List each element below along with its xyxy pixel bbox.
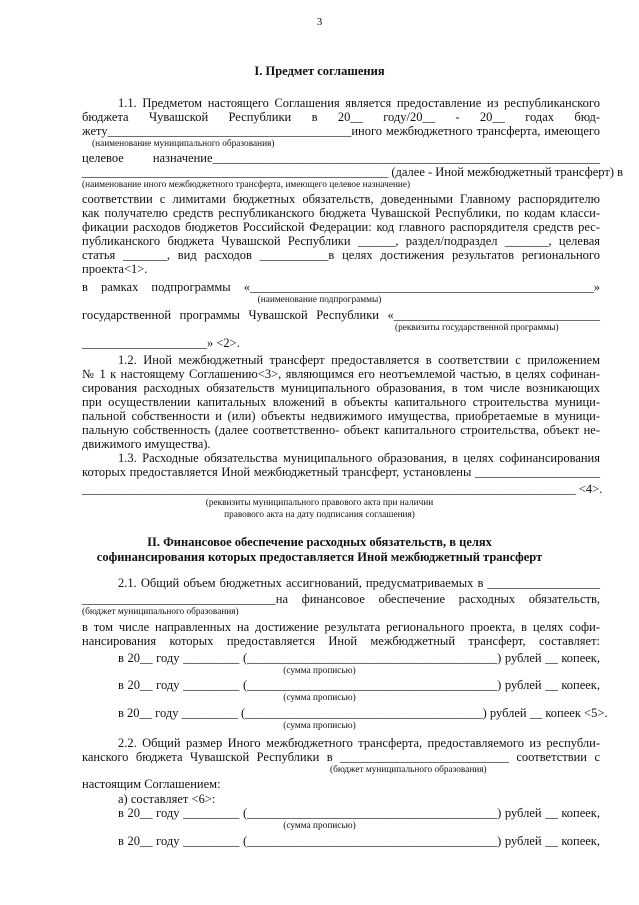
section2-line: нансирования которых предоставляется Иной межбюджетный трансферт, составляет: (82, 634, 600, 648)
section1-line: _________________________________________________ (далее - Иной межбюджетный трансферт) в (82, 165, 624, 179)
section1-line: ____________________» <2>. (82, 336, 240, 350)
section1-heading: I. Предмет соглашения (254, 64, 385, 78)
field-caption: (бюджет муниципального образования) (82, 607, 239, 617)
section1-line: в рамках подпрограммы «_______________________________________________________» (82, 280, 600, 294)
section1-line: статья _______, вид расходов ___________в целях достижения результатов регионального (82, 248, 600, 262)
field-caption: (сумма прописью) (283, 666, 356, 676)
section1-line: сирования расходных обязательств муниципального образования, в том числе возникающих (82, 381, 600, 395)
section1-line: пальной собственности и (или) объекты недвижимого имущества, приобретаемые в муници- (82, 409, 600, 423)
section1-line: _______________________________________________________________________________ <4>. (82, 482, 603, 496)
field-caption: (реквизиты муниципального правового акта при наличии (205, 498, 434, 508)
section1-line: бюджета Чувашской Республики в 20__ году/20__ - 20__ годах бюд- (82, 110, 600, 124)
section1-line: фикации расходов бюджетов Российской Федерации: код главного распорядителя средств рес- (82, 220, 600, 234)
section2-line: а) составляет <6>: (118, 792, 216, 806)
amount-line: в 20__ году _________ (______________________________________) рублей __ копеек <5>. (118, 706, 608, 720)
amount-line: в 20__ году _________ (________________________________________) рублей __ копеек, (118, 806, 600, 820)
section1-line: государственной программы Чувашской Республики «_________________________________ (82, 308, 600, 322)
section2-heading: II. Финансовое обеспечение расходных обязательств, в целях (147, 535, 492, 549)
field-caption: (сумма прописью) (283, 821, 356, 831)
section2-line: 2.2. Общий размер Иного межбюджетного трансферта, предоставляемого из республи- (118, 736, 600, 750)
section1-line: соответствии с лимитами бюджетных обязательств, доведенными Главному распорядителю (82, 192, 600, 206)
section1-line: 1.2. Иной межбюджетный трансферт предоставляется в соответствии с приложением (118, 353, 600, 367)
section2-line: настоящим Соглашением: (82, 777, 221, 791)
field-caption: правового акта на дату подписания соглашения) (224, 510, 415, 520)
field-caption: (реквизиты государственной программы) (395, 323, 559, 333)
section1-line: публиканского бюджета Чувашской Республики ______, раздел/подраздел _______, целевая (82, 234, 600, 248)
page-number: 3 (316, 16, 323, 28)
section2-line: _______________________________на финансовое обеспечение расходных обязательств, (82, 592, 600, 606)
amount-line: в 20__ году _________ (________________________________________) рублей __ копеек, (118, 678, 600, 692)
section1-line: которых предоставляется Иной межбюджетный трансферт, установлены ____________________ (82, 465, 600, 479)
section2-line: канского бюджета Чувашской Республики в ___________________________ соответствии с (82, 750, 600, 764)
section1-line: проекта<1>. (82, 262, 148, 276)
field-caption: (сумма прописью) (283, 693, 356, 703)
section1-line: при осуществлении капитальных вложений в объекты капитального строительства муници- (82, 395, 600, 409)
section1-line: жету_______________________________________иного межбюджетного трансферта, имеющего (82, 124, 600, 138)
section2-line: 2.1. Общий объем бюджетных ассигнований, предусматриваемых в __________________ (118, 576, 600, 590)
section1-line: целевое назначение______________________________________________________________ (82, 151, 600, 165)
field-caption: (наименование иного межбюджетного трансферта, имеющего целевое назначение) (82, 180, 411, 190)
section1-line: как получателю средств республиканского бюджета Чувашской Республики, по кодам класси- (82, 206, 600, 220)
section1-line: № 1 к настоящему Соглашению<3>, являющимся его неотъемлемой частью, в целях софинан- (82, 367, 600, 381)
section2-heading: софинансирования которых предоставляется Иной межбюджетный трансферт (96, 550, 543, 564)
section2-line: в том числе направленных на достижение результата регионального проекта, в целях софи- (82, 620, 600, 634)
section1-line: движимого имущества). (82, 437, 211, 451)
field-caption: (сумма прописью) (283, 721, 356, 731)
section1-line: 1.1. Предметом настоящего Соглашения является предоставление из республиканского (118, 96, 600, 110)
section1-line: пальную собственность (далее соответственно- объект капитального строительства, объект не- (82, 423, 600, 437)
section1-line: 1.3. Расходные обязательства муниципального образования, в целях софинансирования (118, 451, 600, 465)
field-caption: (наименование подпрограммы) (257, 295, 382, 305)
field-caption: (наименование муниципального образования) (92, 139, 275, 149)
amount-line: в 20__ году _________ (________________________________________) рублей __ копеек, (118, 651, 600, 665)
amount-line: в 20__ году _________ (________________________________________) рублей __ копеек, (118, 834, 600, 848)
field-caption: (бюджет муниципального образования) (330, 765, 487, 775)
